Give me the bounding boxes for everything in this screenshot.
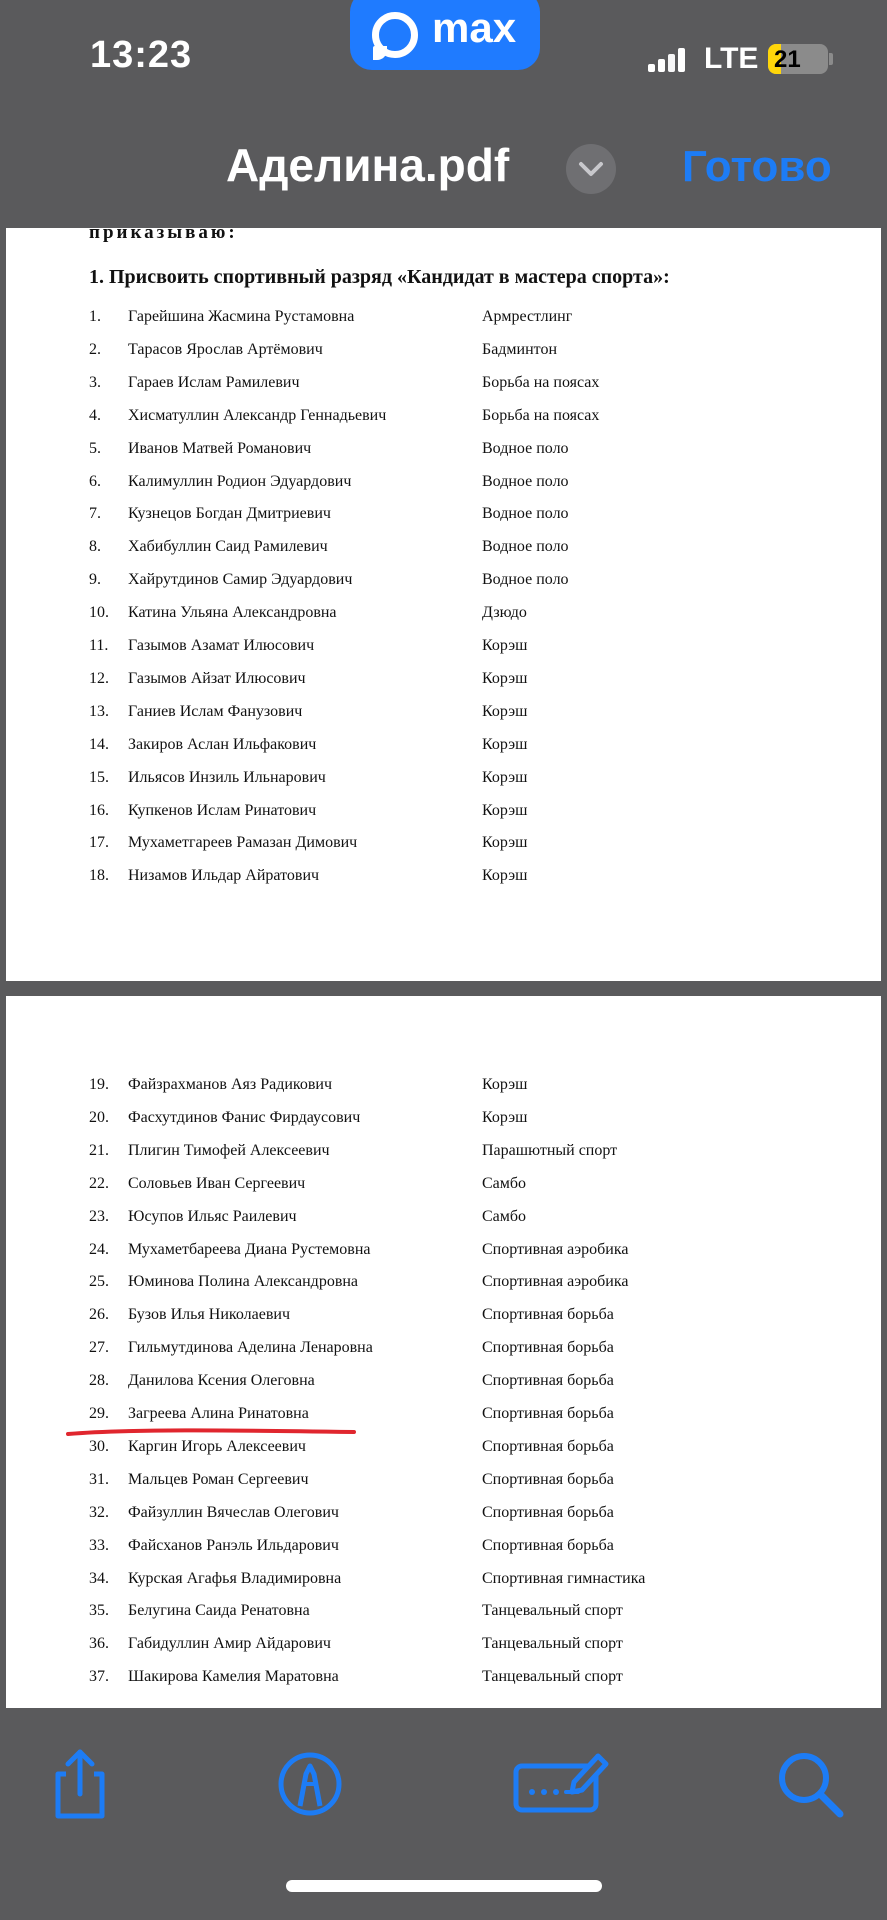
- athlete-num: 9.: [89, 571, 101, 589]
- markup-icon: [270, 1744, 350, 1824]
- athlete-num: 36.: [89, 1635, 109, 1653]
- list-item: [6, 1109, 881, 1139]
- athlete-name: Калимуллин Родион Эдуардович: [128, 472, 352, 490]
- network-type: LTE: [704, 42, 759, 75]
- athlete-num: 32.: [89, 1503, 109, 1521]
- athlete-name: Хайрутдинов Самир Эдуардович: [128, 571, 353, 589]
- list-item: [6, 703, 881, 733]
- list-item: [6, 1668, 881, 1698]
- share-button[interactable]: [40, 1744, 120, 1824]
- athlete-num: 30.: [89, 1437, 109, 1455]
- athlete-sport: Спортивная борьба: [482, 1437, 614, 1455]
- athlete-sport: Водное поло: [482, 472, 569, 490]
- max-app-badge[interactable]: [350, 0, 540, 70]
- athlete-num: 28.: [89, 1372, 109, 1390]
- athlete-name: Данилова Ксения Олеговна: [128, 1372, 315, 1390]
- max-label: max: [432, 4, 517, 51]
- athlete-num: 14.: [89, 735, 109, 753]
- athlete-num: 19.: [89, 1076, 109, 1093]
- athlete-num: 34.: [89, 1569, 109, 1587]
- athlete-name: Газымов Айзат Илюсович: [128, 669, 306, 687]
- order-verb: приказываю:: [89, 222, 238, 243]
- athlete-num: 18.: [89, 867, 109, 885]
- athlete-name: Мухаметбареева Диана Рустемовна: [128, 1240, 371, 1258]
- athlete-name: Катина Ульяна Александровна: [128, 604, 337, 622]
- athlete-name: Каргин Игорь Алексеевич: [128, 1437, 306, 1455]
- document-title: Аделина.pdf: [226, 139, 510, 191]
- list-item: [6, 440, 881, 470]
- list-item: [6, 1602, 881, 1632]
- home-indicator[interactable]: [286, 1880, 602, 1892]
- athlete-num: 26.: [89, 1306, 109, 1324]
- athlete-num: 20.: [89, 1108, 109, 1126]
- athlete-sport: Самбо: [482, 1207, 527, 1225]
- list-item: [6, 867, 881, 897]
- athlete-sport: Спортивная аэробика: [482, 1240, 629, 1258]
- athlete-num: 7.: [89, 505, 101, 523]
- athlete-name: Фасхутдинов Фанис Фирдаусович: [128, 1108, 361, 1126]
- status-bar: [0, 0, 887, 110]
- athlete-name: Мухаметгареев Рамазан Димович: [128, 834, 358, 852]
- athlete-sport: Корэш: [482, 867, 528, 885]
- athlete-num: 22.: [89, 1174, 109, 1192]
- athlete-name: Ильясов Инзиль Ильнарович: [128, 768, 326, 786]
- athlete-sport: Спортивная борьба: [482, 1405, 614, 1422]
- athlete-name: Кузнецов Богдан Дмитриевич: [128, 505, 331, 523]
- list-item: [6, 1339, 881, 1369]
- battery-percent: 21: [774, 46, 801, 73]
- athlete-num: 6.: [89, 472, 101, 490]
- athlete-sport: Спортивная борьба: [482, 1306, 614, 1324]
- athlete-name: Курская Агафья Владимировна: [128, 1569, 342, 1587]
- search-icon: [770, 1744, 850, 1824]
- athlete-sport: Корэш: [482, 637, 528, 654]
- athlete-sport: Спортивная борьба: [482, 1372, 614, 1390]
- athlete-sport: Парашютный спорт: [482, 1141, 618, 1159]
- list-item: [6, 374, 881, 404]
- athlete-sport: Спортивная гимнастика: [482, 1569, 646, 1587]
- athlete-num: 33.: [89, 1536, 109, 1554]
- athlete-name: Юсупов Ильяс Раилевич: [128, 1207, 297, 1225]
- signature-icon: [510, 1744, 610, 1824]
- athlete-num: 35.: [89, 1602, 109, 1620]
- athlete-name: Соловьев Иван Сергеевич: [128, 1174, 306, 1192]
- search-button[interactable]: [770, 1744, 850, 1824]
- list-item: [6, 538, 881, 568]
- list-item: [6, 802, 881, 832]
- athlete-num: 15.: [89, 768, 109, 786]
- done-button[interactable]: Готово: [682, 142, 832, 191]
- share-icon: [40, 1744, 120, 1824]
- athlete-name: Гильмутдинова Аделина Ленаровна: [128, 1339, 373, 1357]
- athlete-sport: Корэш: [482, 669, 528, 687]
- athlete-num: 31.: [89, 1470, 109, 1488]
- athlete-name: Ганиев Ислам Фанузович: [128, 702, 303, 720]
- list-item: [6, 1306, 881, 1336]
- athlete-num: 27.: [89, 1339, 109, 1357]
- list-item: [6, 670, 881, 700]
- list-item: [6, 341, 881, 371]
- athlete-name: Низамов Ильдар Айратович: [128, 867, 320, 885]
- athlete-num: 11.: [89, 637, 109, 654]
- athlete-name: Газымов Азамат Илюсович: [128, 637, 315, 654]
- signature-button[interactable]: [510, 1744, 610, 1824]
- list-item: [6, 1273, 881, 1303]
- athlete-sport: Борьба на поясах: [482, 373, 600, 391]
- athlete-sport: Спортивная аэробика: [482, 1273, 629, 1291]
- cellular-signal-icon: [648, 48, 688, 72]
- athlete-num: 37.: [89, 1668, 109, 1686]
- athlete-name: Файзрахманов Аяз Радикович: [128, 1076, 333, 1093]
- battery-tip: [829, 53, 833, 65]
- athlete-sport: Армрестлинг: [482, 308, 573, 325]
- list-item: [6, 1570, 881, 1600]
- list-item: [6, 1438, 881, 1468]
- athlete-name: Купкенов Ислам Ринатович: [128, 801, 317, 819]
- athlete-sport: Дзюдо: [482, 604, 527, 622]
- chevron-down-icon: [578, 158, 604, 180]
- markup-button[interactable]: [270, 1744, 350, 1824]
- athlete-name: Хисматуллин Александр Геннадьевич: [128, 406, 387, 424]
- pdf-page-2[interactable]: [6, 996, 881, 1708]
- athlete-num: 5.: [89, 439, 101, 457]
- athlete-name: Гарейшина Жасмина Рустамовна: [128, 308, 355, 325]
- athlete-num: 2.: [89, 340, 101, 358]
- athlete-num: 17.: [89, 834, 109, 852]
- list-item: [6, 637, 881, 667]
- athlete-sport: Водное поло: [482, 439, 569, 457]
- athlete-name: Гараев Ислам Рамилевич: [128, 373, 300, 391]
- athlete-sport: Корэш: [482, 1076, 528, 1093]
- max-logo-icon: [372, 12, 418, 58]
- list-item: [6, 834, 881, 864]
- list-item: [6, 473, 881, 503]
- clock: 13:23: [90, 34, 193, 76]
- battery-icon: [768, 44, 828, 74]
- athlete-name: Файсханов Ранэль Ильдарович: [128, 1536, 339, 1554]
- athlete-num: 4.: [89, 406, 101, 424]
- athlete-num: 24.: [89, 1240, 109, 1258]
- list-item: [6, 1142, 881, 1172]
- athlete-sport: Спортивная борьба: [482, 1536, 614, 1554]
- athlete-sport: Борьба на поясах: [482, 406, 600, 424]
- list-item: [6, 1241, 881, 1271]
- athlete-name: Тарасов Ярослав Артёмович: [128, 340, 323, 358]
- athlete-name: Закиров Аслан Ильфакович: [128, 735, 317, 753]
- athlete-sport: Спортивная борьба: [482, 1470, 614, 1488]
- athlete-name: Хабибуллин Саид Рамилевич: [128, 538, 328, 556]
- athlete-name: Плигин Тимофей Алексеевич: [128, 1141, 330, 1159]
- athlete-sport: Самбо: [482, 1174, 527, 1192]
- list-item: [6, 407, 881, 437]
- athlete-sport: Корэш: [482, 702, 528, 720]
- athlete-name: Белугина Саида Ренатовна: [128, 1602, 310, 1620]
- list-item: [6, 1175, 881, 1205]
- athlete-num: 3.: [89, 373, 101, 391]
- athlete-num: 29.: [89, 1405, 109, 1422]
- list-item: [6, 1372, 881, 1402]
- athlete-num: 10.: [89, 604, 109, 622]
- athlete-sport: Корэш: [482, 801, 528, 819]
- athlete-sport: Водное поло: [482, 571, 569, 589]
- athlete-sport: Корэш: [482, 1108, 528, 1126]
- athlete-sport: Танцевальный спорт: [482, 1668, 623, 1686]
- list-item: [6, 571, 881, 601]
- athlete-sport: Водное поло: [482, 505, 569, 523]
- athlete-sport: Корэш: [482, 735, 528, 753]
- athlete-name: Загреева Алина Ринатовна: [128, 1405, 309, 1422]
- section-heading: 1. Присвоить спортивный разряд «Кандидат в мастера спорта»:: [89, 266, 670, 288]
- list-item: [6, 1635, 881, 1665]
- list-item: [6, 604, 881, 634]
- athlete-name: Мальцев Роман Сергеевич: [128, 1470, 309, 1488]
- athlete-name: Иванов Матвей Романович: [128, 439, 312, 457]
- athlete-num: 1.: [89, 308, 101, 325]
- athlete-num: 25.: [89, 1273, 109, 1291]
- athlete-name: Юминова Полина Александровна: [128, 1273, 359, 1291]
- athlete-name: Файзуллин Вячеслав Олегович: [128, 1503, 339, 1521]
- athlete-num: 12.: [89, 669, 109, 687]
- title-menu-button[interactable]: [566, 144, 616, 194]
- pdf-page-1[interactable]: [6, 222, 881, 981]
- list-item: [6, 1471, 881, 1501]
- athlete-num: 21.: [89, 1141, 109, 1159]
- athlete-num: 23.: [89, 1207, 109, 1225]
- list-item: [6, 505, 881, 535]
- list-item: [6, 769, 881, 799]
- athlete-sport: Корэш: [482, 834, 528, 852]
- athlete-sport: Бадминтон: [482, 340, 558, 358]
- athlete-sport: Танцевальный спорт: [482, 1602, 623, 1620]
- list-item: [6, 1504, 881, 1534]
- list-item: [6, 1076, 881, 1106]
- red-underline-annotation: [66, 1425, 356, 1439]
- athlete-name: Шакирова Камелия Маратовна: [128, 1668, 339, 1686]
- athlete-sport: Спортивная борьба: [482, 1503, 614, 1521]
- list-item: [6, 1537, 881, 1567]
- athlete-name: Бузов Илья Николаевич: [128, 1306, 290, 1324]
- athlete-num: 13.: [89, 702, 109, 720]
- list-item: [6, 308, 881, 338]
- athlete-name: Габидуллин Амир Айдарович: [128, 1635, 331, 1653]
- athlete-sport: Водное поло: [482, 538, 569, 556]
- athlete-sport: Танцевальный спорт: [482, 1635, 623, 1653]
- athlete-sport: Спортивная борьба: [482, 1339, 614, 1357]
- list-item: [6, 1208, 881, 1238]
- list-item: [6, 736, 881, 766]
- athlete-num: 8.: [89, 538, 101, 556]
- athlete-sport: Корэш: [482, 768, 528, 786]
- athlete-num: 16.: [89, 801, 109, 819]
